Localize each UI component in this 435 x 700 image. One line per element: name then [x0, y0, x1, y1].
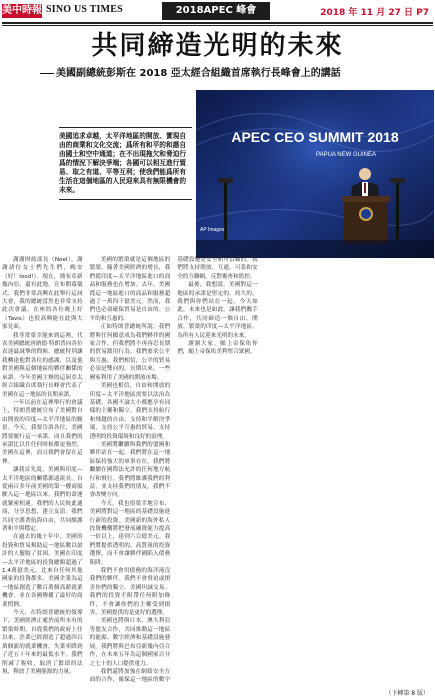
paragraph: 讓我首先說，美國與印度—太平洋地區的關係源遠流長。自從兩百多年前美國的第一艘商船駛入這一地區以來，我們的命運就緊密相連。我們的人民彼此通商，分享思想，建立友誼。我們共同守護著航海自由，共同維護著和平與穩定。 [2, 467, 83, 532]
pull-quote: 美國追求卓越，太平洋地區的開放、實現自由的商業和文化交流；爲所有和平的和諧自由國土和空中通道；在不出現拖欠和脅迫行爲的情況下解決爭端；各國可以相互進行貿易、取之有道、平等互利；使我們能爲所有生活在這個地區的人民迎來具有無限機會的未來。 [59, 127, 192, 200]
podium [342, 196, 390, 244]
paragraph: 美國也將與日本、澳大利亞等盟友合作，共同推動這一地區的能源、數字經濟和基礎設施發展。我們將與巴布亞新幾內亞合作，在未來五年為這個國家百分之七十的人口提供電力。 [89, 618, 171, 667]
photo-banner: APEC CEO SUMMIT 2018 [231, 129, 399, 145]
photo-credit: AP Images [200, 227, 225, 233]
photo-location: PAPUA NEW GUINEA [316, 152, 376, 158]
paragraph: 正如特朗普總統所說，我們將與任何願意成為我們夥伴的國家合作，但我們將不再容忍長期的貿易濫用行為。我們要求公平與互惠。我們相信，公平的貿易必須是雙向的。長期以來，一些國家利用了美國的開放市場。 [89, 324, 171, 381]
paragraph: 美國將繼續與我們的盟國和夥伴站在一起。我們將在這一地區保持強大的軍事存在。我們將繼續在國際法允許的任何地方航行和飛行。我們將維護我們的利益，並支持我們的朋友。我們不會改變方向。 [89, 441, 171, 499]
subtitle-dash [40, 73, 54, 74]
article-body [2, 256, 433, 686]
paragraph: 我非常榮幸能來到這裡，代表美國總統唐納德·特朗普向各位表達最誠摯的問候。總統特別讓我轉達他對各位的感謝，以及他對美國與這個地區的夥伴關係的承諾。今年美國主辦的這屆亞太經合組織首席執行長峰會代表了美國在這一地區的長期承諾。 [2, 332, 83, 398]
paragraph: 我們不會用債務的海洋淹沒我們的夥伴。我們不會脅迫或損害你們的獨立。美國坦誠交易。我們的投資不附帶任何附加條件，不會讓你們的主權受到損害。美國提供的是更好的選擇。 [89, 568, 171, 617]
subheadline: 美國副總統彭斯在 2018 亞太經合組織首席執行長峰會上的講話 [56, 68, 341, 79]
paragraph: 謝謝財政部長（Noel）。謝謝諸位女士們先生們，晚安（好！lood!）。現在，簡布亞新幾內亞，還有此地，宣布開幕儀式。我們非常高興在此舉行這屆大會，我的總統當然也非常支持此次會議。在座的各位晚上好（Tavis）也很高興能在此與大家見面。 [2, 257, 83, 331]
headline: 共同締造光明的未來 [91, 31, 344, 61]
paragraph: 美國也相信，自由和開放的印度—太平洋地區需要以法治為基礎。各國不論大小都應享有同樣的主權和獨立。我們支持航行和飛越的自由，支持和平解決爭端，支持公平互惠的貿易，支持透明的投資環境和良好的治理。 [89, 383, 171, 440]
paragraph: 我們還將加強在網絡安全方面的合作，確保這一地區的數字基礎設施是安全和可信賴的。我們將支持開放、互通、可靠和安全的互聯網，反對審查和監控。 [89, 257, 258, 684]
header-rule-thin [2, 25, 433, 26]
logo-cn: 美中時報 [2, 5, 42, 16]
paragraph: 一年以前在這裡舉行的會議上，特朗普總統宣布了美國對自由開放的印度—太平洋地區的願景。今天，我要告訴各位，美國將要履行這一承諾，而且我們的承諾比以往任何時候都更強烈。美國在這裡，而且我們會留在這裡。 [2, 399, 83, 465]
page-header [0, 0, 435, 22]
issue-date: 2018 年 11 月 27 日 P7 [320, 8, 429, 18]
logo-en: SINO US TIMES [46, 4, 123, 15]
section-label: 2018APEC 峰會 [162, 2, 270, 20]
paragraph: 謝謝大家。願上帝保佑你們，願上帝保佑美利堅合眾國。 [177, 341, 258, 356]
paragraph: 在過去的幾十年中，美國的投資和貿易幫助這一地區數以億計的人擺脫了貧困。美國在印度—太平洋地區的投資總額超過了1.4萬億美元，比來自任何其他國家的投資都多。美國企業為這一地區創造了數百萬個高薪就業機會，並在各國傳播了最好的商業慣例。 [2, 534, 83, 608]
paragraph: 今天，我也很榮幸地宣布，美國將對這一地區的基礎設施進行新的投資。美國新的海外私人投資機構將把發展融資能力提高一倍以上，達到六百億美元。我們將提供透明的、高質量的投資選擇，而不會讓夥伴國陷入債務陷阱。 [89, 500, 171, 566]
header-rule [2, 22, 433, 24]
paragraph: 美國的繁榮就是這個地區的繁榮。隨著美國經濟的增長，我們從印度—太平洋地區進口的商品和服務也在增加。去年，美國從這一地區進口的商品和服務超過了一萬四千億美元。然而，我們也必須確保貿易是自由的、公平的和互惠的。 [89, 257, 171, 322]
news-photo [196, 90, 434, 258]
paragraph: 最後，我想說，美國對這一地區的承諾是堅定的、持久的。我們與你們站在一起，今天如此，未來也是如此。讓我們攜手合作，共同締造一個自由、開放、繁榮的印度—太平洋地區，為所有人民迎來光明的未來。 [177, 282, 258, 339]
continued-note: （下轉第 8 版） [385, 690, 429, 697]
paragraph: 今天，在特朗普總統的領導下，美國經濟正處於前所未有的繁榮時期。自從我們的政府上任以來，企業已經創造了超過四百萬個新的就業機會，失業率降到了近五十年來的最低水平。我們削減了稅收，取消了繁瑣的法規，釋放了美國能源的力量。 [2, 610, 83, 675]
